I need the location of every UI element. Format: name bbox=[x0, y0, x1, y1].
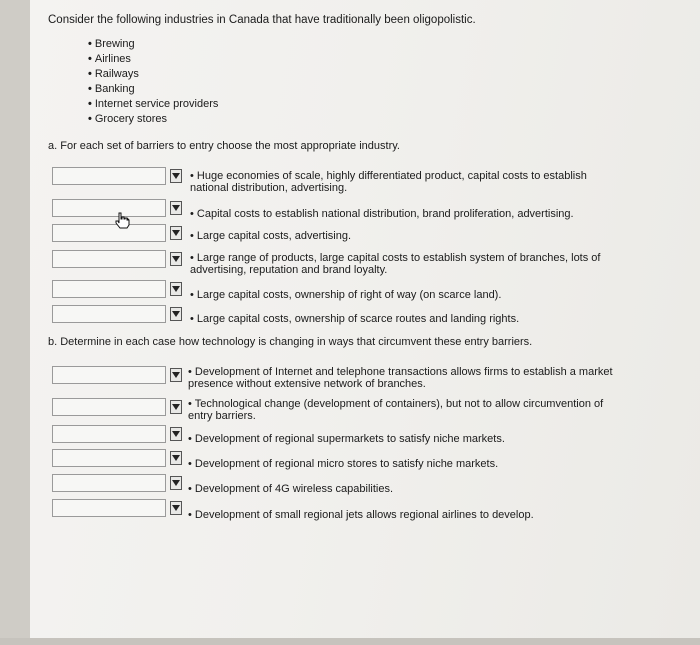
background-edge bbox=[0, 0, 30, 645]
chevron-down-icon[interactable] bbox=[170, 501, 182, 515]
chevron-down-icon[interactable] bbox=[170, 451, 182, 465]
hand-pointer-icon bbox=[113, 211, 131, 229]
chevron-down-icon[interactable] bbox=[170, 427, 182, 441]
question-b-label: b. Determine in each case how technology is changing in ways that circumvent these entry barriers. bbox=[48, 336, 533, 348]
chevron-down-icon[interactable] bbox=[170, 169, 182, 183]
industry-select-a6[interactable] bbox=[52, 305, 184, 325]
technology-description: • Development of small regional jets allows regional airlines to develop. bbox=[188, 509, 534, 521]
chevron-down-icon[interactable] bbox=[170, 368, 182, 382]
select-field[interactable] bbox=[52, 167, 166, 185]
chevron-down-icon[interactable] bbox=[170, 201, 182, 215]
industry-list-item: • Brewing bbox=[88, 38, 135, 50]
industry-list-item: • Grocery stores bbox=[88, 113, 167, 125]
barrier-description: • Large capital costs, ownership of scarce routes and landing rights. bbox=[190, 313, 520, 325]
industry-select-a1[interactable] bbox=[52, 167, 184, 187]
industry-select-b3[interactable] bbox=[52, 425, 184, 445]
barrier-description: • Large capital costs, ownership of right of way (on scarce land). bbox=[190, 289, 502, 301]
technology-description: • Development of 4G wireless capabilities. bbox=[188, 483, 394, 495]
industry-select-a4[interactable] bbox=[52, 250, 184, 270]
chevron-down-icon[interactable] bbox=[170, 252, 182, 266]
technology-description: • Development of regional micro stores to satisfy niche markets. bbox=[188, 458, 499, 470]
barrier-description: • Large capital costs, advertising. bbox=[190, 230, 352, 242]
industry-select-b1[interactable] bbox=[52, 366, 184, 386]
chevron-down-icon[interactable] bbox=[170, 282, 182, 296]
industry-list-item: • Internet service providers bbox=[88, 98, 219, 110]
select-field[interactable] bbox=[52, 499, 166, 517]
technology-description: • Technological change (development of containers), but not to allow circumvention of entry barriers. bbox=[188, 398, 604, 422]
industry-select-a5[interactable] bbox=[52, 280, 184, 300]
barrier-description: • Huge economies of scale, highly differentiated product, capital costs to establish national distribution, advertising. bbox=[190, 170, 587, 194]
industry-list-item: • Railways bbox=[88, 68, 139, 80]
select-field[interactable] bbox=[52, 250, 166, 268]
select-field[interactable] bbox=[52, 305, 166, 323]
barrier-description: • Large range of products, large capital costs to establish system of branches, lots of advertising, reputation and brand loyalty. bbox=[190, 252, 601, 276]
industry-select-b2[interactable] bbox=[52, 398, 184, 418]
question-a-label: a. For each set of barriers to entry choose the most appropriate industry. bbox=[48, 140, 400, 152]
industry-select-b6[interactable] bbox=[52, 499, 184, 519]
select-field[interactable] bbox=[52, 474, 166, 492]
intro-text: Consider the following industries in Canada that have traditionally been oligopolistic. bbox=[48, 14, 476, 26]
barrier-description: • Capital costs to establish national distribution, brand proliferation, advertising. bbox=[190, 208, 574, 220]
chevron-down-icon[interactable] bbox=[170, 476, 182, 490]
chevron-down-icon[interactable] bbox=[170, 226, 182, 240]
select-field[interactable] bbox=[52, 366, 166, 384]
industry-list-item: • Airlines bbox=[88, 53, 131, 65]
select-field[interactable] bbox=[52, 280, 166, 298]
chevron-down-icon[interactable] bbox=[170, 400, 182, 414]
chevron-down-icon[interactable] bbox=[170, 307, 182, 321]
industry-select-b5[interactable] bbox=[52, 474, 184, 494]
technology-description: • Development of Internet and telephone transactions allows firms to establish a market presence without extensive network of branches. bbox=[188, 366, 613, 390]
select-field[interactable] bbox=[52, 425, 166, 443]
select-field[interactable] bbox=[52, 398, 166, 416]
select-field[interactable] bbox=[52, 449, 166, 467]
select-field[interactable] bbox=[52, 224, 166, 242]
technology-description: • Development of regional supermarkets to satisfy niche markets. bbox=[188, 433, 505, 445]
background-edge-bottom bbox=[0, 638, 700, 645]
industry-list-item: • Banking bbox=[88, 83, 135, 95]
select-field[interactable] bbox=[52, 199, 166, 217]
industry-select-b4[interactable] bbox=[52, 449, 184, 469]
